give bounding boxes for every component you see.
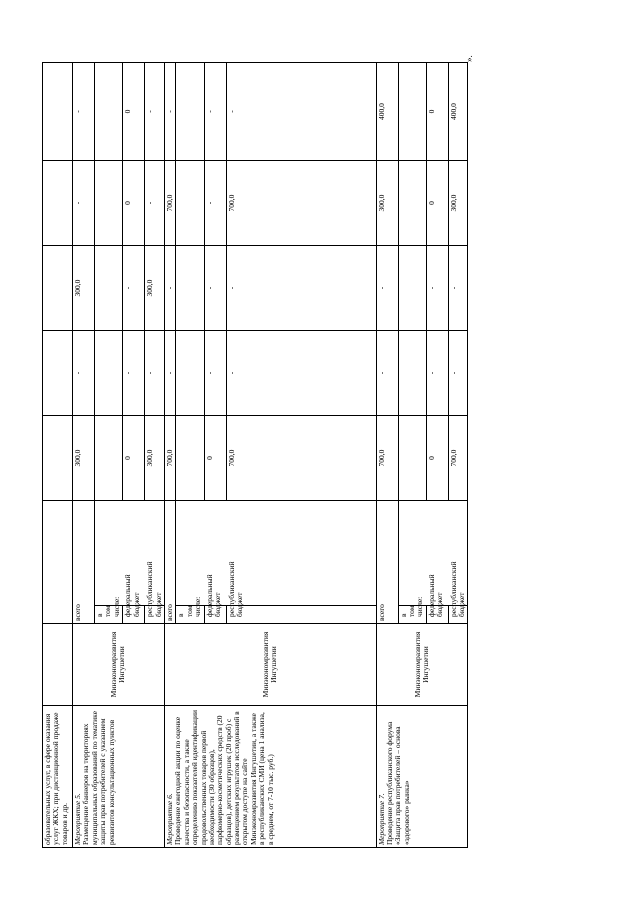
cell-total: 300,0 [145,416,165,501]
activity-6 [164,706,376,848]
cell-value: 300,0 [448,161,468,246]
cell-value: 0 [426,63,448,161]
funding-label: республиканский бюджет [145,606,165,624]
cell-value: - [164,246,175,331]
cell-value: - [164,331,175,416]
table-row [73,63,95,848]
cell-value: 0 [123,161,145,246]
activity-7 [376,706,468,848]
funding-label: федеральный бюджет [123,606,145,624]
cell-value: - [204,331,226,416]
cell-value: 400,0 [448,63,468,161]
closing-quote-mark: ». [464,55,474,62]
cell-value: - [73,331,95,416]
funding-label: всего [376,501,398,624]
table-row [164,63,175,848]
cell-value: - [204,161,226,246]
activity-text: Проведение республиканского форума «Защита прав потребителей – основа «здорового» рынка» [384,721,411,845]
activity-title: Мероприятие 5. [73,793,82,845]
funding-label: в том числе: [398,606,426,624]
cell-total: 0 [123,416,145,501]
cell-value: - [226,246,376,331]
cell-value: 300,0 [73,246,95,331]
cell-value: - [376,331,398,416]
activity-5 [73,706,165,848]
activity-continuation: образовательных услуг, в сфере оказания услуг ЖКХ; при дистанционной продаже товаров и др. [43,706,73,848]
cell-value: - [426,246,448,331]
cell-value: - [226,331,376,416]
funding-label: в том числе: [176,606,204,624]
cell-value: - [204,246,226,331]
cell-total: 700,0 [448,416,468,501]
cell-value: 0 [426,161,448,246]
funding-label: всего [73,501,95,624]
cell-value: 700,0 [226,161,376,246]
activity-text: Проведение ежегодной акции по оценке качества и безопасности, а также определению показателей идентификации продовольственных товаров первой необходимости (30 образцов), парфюмерно-косметических средств (20 образцов), детских игрушек (20 проб) с размещением результатов исследований в открытом доступе на сайте Минэкономразвития Ингушетии, а также в республиканских СМИ (цена 1 анализа, в среднем, от 7-10 тыс. руб.) [173,710,275,845]
table-row [43,63,73,848]
cell-value: 0 [123,63,145,161]
activity-text: Размещение баннеров на территориях муниципальных образований по тематике защиты прав потребителей с указанием реквизитов консультационных пунктов [81,711,116,845]
cell-value: - [204,63,226,161]
cell-value: - [448,331,468,416]
activity-title: Мероприятие 7. [376,793,386,845]
table-row [376,63,398,848]
program-funding-table [42,62,468,848]
cell-value: - [123,331,145,416]
funding-label: республиканский бюджет [226,606,376,624]
activity-title: Мероприятие 6. [164,793,174,845]
cell-value: - [145,331,165,416]
cell-value: 300,0 [145,246,165,331]
cell-value: - [145,161,165,246]
cell-value: - [73,161,95,246]
funding-label: федеральный бюджет [426,606,448,624]
cell-value: - [145,63,165,161]
cell-value: - [123,246,145,331]
funding-label: всего [164,501,175,624]
funding-label: республиканский бюджет [448,606,468,624]
cell-total: 0 [204,416,226,501]
cell-value: - [226,63,376,161]
rotated-table-wrapper [42,63,467,848]
cell-total: 700,0 [164,416,175,501]
executor: Минэкономразвития Ингушетии [164,624,376,706]
funding-label: федеральный бюджет [204,606,226,624]
cell-total: 0 [426,416,448,501]
cell-total: 300,0 [73,416,95,501]
cell-value: 400,0 [376,63,398,161]
funding-label: в том числе: [95,606,123,624]
cell-total: 700,0 [376,416,398,501]
cell-value: - [426,331,448,416]
cell-value: - [164,63,175,161]
cell-value: 700,0 [164,161,175,246]
cell-value: - [73,63,95,161]
cell-value: - [376,246,398,331]
executor: Минэкономразвития Ингушетии [73,624,165,706]
cell-value: 300,0 [376,161,398,246]
cell-total: 700,0 [226,416,376,501]
cell-value: - [448,246,468,331]
executor: Минэкономразвития Ингушетии [376,624,468,706]
